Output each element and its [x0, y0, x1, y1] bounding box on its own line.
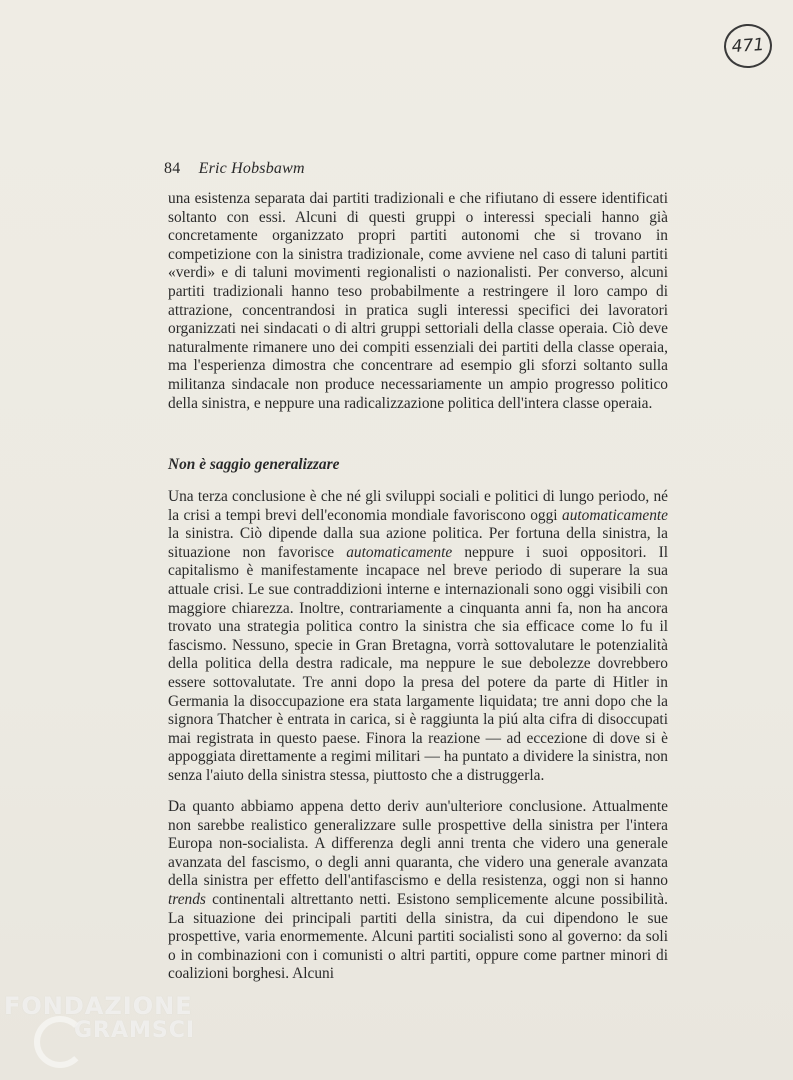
page-number: 84 — [164, 160, 181, 177]
archive-number: 471 — [731, 34, 765, 58]
paragraph-2-text: Una terza conclusione è che né gli sviluppi sociali e politici di lungo periodo, né la crisi a tempi brevi dell'economia mondiale favoriscono oggi — [168, 488, 668, 524]
archive-watermark — [4, 992, 204, 1072]
section-heading: Non è saggio generalizzare — [168, 456, 340, 473]
watermark-line-2: GRAMSCI — [74, 1018, 196, 1043]
archive-number-stamp — [723, 22, 774, 69]
running-head — [164, 160, 305, 178]
watermark-line-1: FONDAZIONE — [4, 992, 193, 1020]
paragraph-2-text: neppure i suoi oppositori. Il capitalismo è manifestamente incapace nel breve periodo di superare la sua attuale crisi. Le sue contraddizioni interne e internazionali sono oggi visibili con maggiore chiarezza. Inoltre, contrariamente a cinquanta anni fa, non ha ancora trovato una strategia politica contro la sinistra che sia efficace come lo fu il fascismo. Nessuno, specie in Gran Bretagna, vorrà sottovalutare le potenzialità della politica della destra radicale, ma neppure le sue debolezze dovrebbero essere sottovalutate. Tre anni dopo la presa del potere da parte di Hitler in Germania la disoccupazione era stata largamente liquidata; tre anni dopo che la signora Thatcher è entrata in carica, si è raggiunta la piú alta cifra di disoccupati mai registrata in questo paese. Finora la reazione — ad eccezione di dove si è appoggiata direttamente a regimi militari — ha puntato a dividere la sinistra, non senza l'aiuto della sinistra stessa, piuttosto che a distruggerla. — [168, 543, 668, 784]
paragraph-3 — [168, 798, 668, 984]
emphasis-text: trends — [168, 890, 206, 908]
author-name: Eric Hobsbawm — [198, 160, 305, 177]
paragraph-3-text: continentali altrettanto netti. Esistono semplicemente alcune possibilità. La situazione dei principali partiti della sinistra, da cui dipendono le sue prospettive, varia enormemente. Alcuni partiti socialisti sono al governo: da soli o in combinazioni con i comunisti o altri partiti, oppure come partner minori di coalizioni borghesi. Alcuni — [168, 890, 668, 983]
paragraph-1: una esistenza separata dai partiti tradizionali e che rifiutano di essere identificati soltanto con essi. Alcuni di questi gruppi o interessi speciali hanno già concretamente organizzato propri partiti autonomi che si trovano in competizione con la sinistra tradizionale, come avviene nel caso di taluni partiti «verdi» e di taluni movimenti regionalisti o nazionalisti. Per converso, alcuni partiti tradizionali hanno teso probabilmente a restringere il loro campo di attrazione, concentrandosi in pratica sugli interessi specifici dei lavoratori organizzati nei sindacati o di altri gruppi settoriali della classe operaia. Ciò deve naturalmente rimanere uno dei compiti essenziali dei partiti della classe operaia, ma l'esperienza dimostra che concentrare ad esempio gli sforzi soltanto sulla militanza sindacale non produce necessariamente un ampio progresso politico della sinistra, e neppure una radicalizzazione politica dell'intera classe operaia. — [168, 190, 668, 412]
paragraph-3-text: Da quanto abbiamo appena detto deriv aun'ulteriore conclusione. Attualmente non sarebbe realistico generalizzare sulle prospettive della sinistra per l'intera Europa non-socialista. A differenza degli anni trenta che videro una generale avanzata del fascismo, o degli anni quaranta, che videro una generale avanzata della sinistra per effetto dell'antifascismo e della resistenza, oggi non si hanno — [168, 798, 668, 890]
watermark-logo-icon — [34, 1016, 86, 1068]
paragraph-2-text: la sinistra. Ciò dipende dalla sua azione politica. Per fortuna della sinistra, la situazione non favorisce — [168, 525, 668, 561]
paragraph-2 — [168, 488, 668, 786]
emphasis-text: automaticamente — [346, 543, 453, 561]
emphasis-text: automaticamente — [562, 506, 668, 524]
